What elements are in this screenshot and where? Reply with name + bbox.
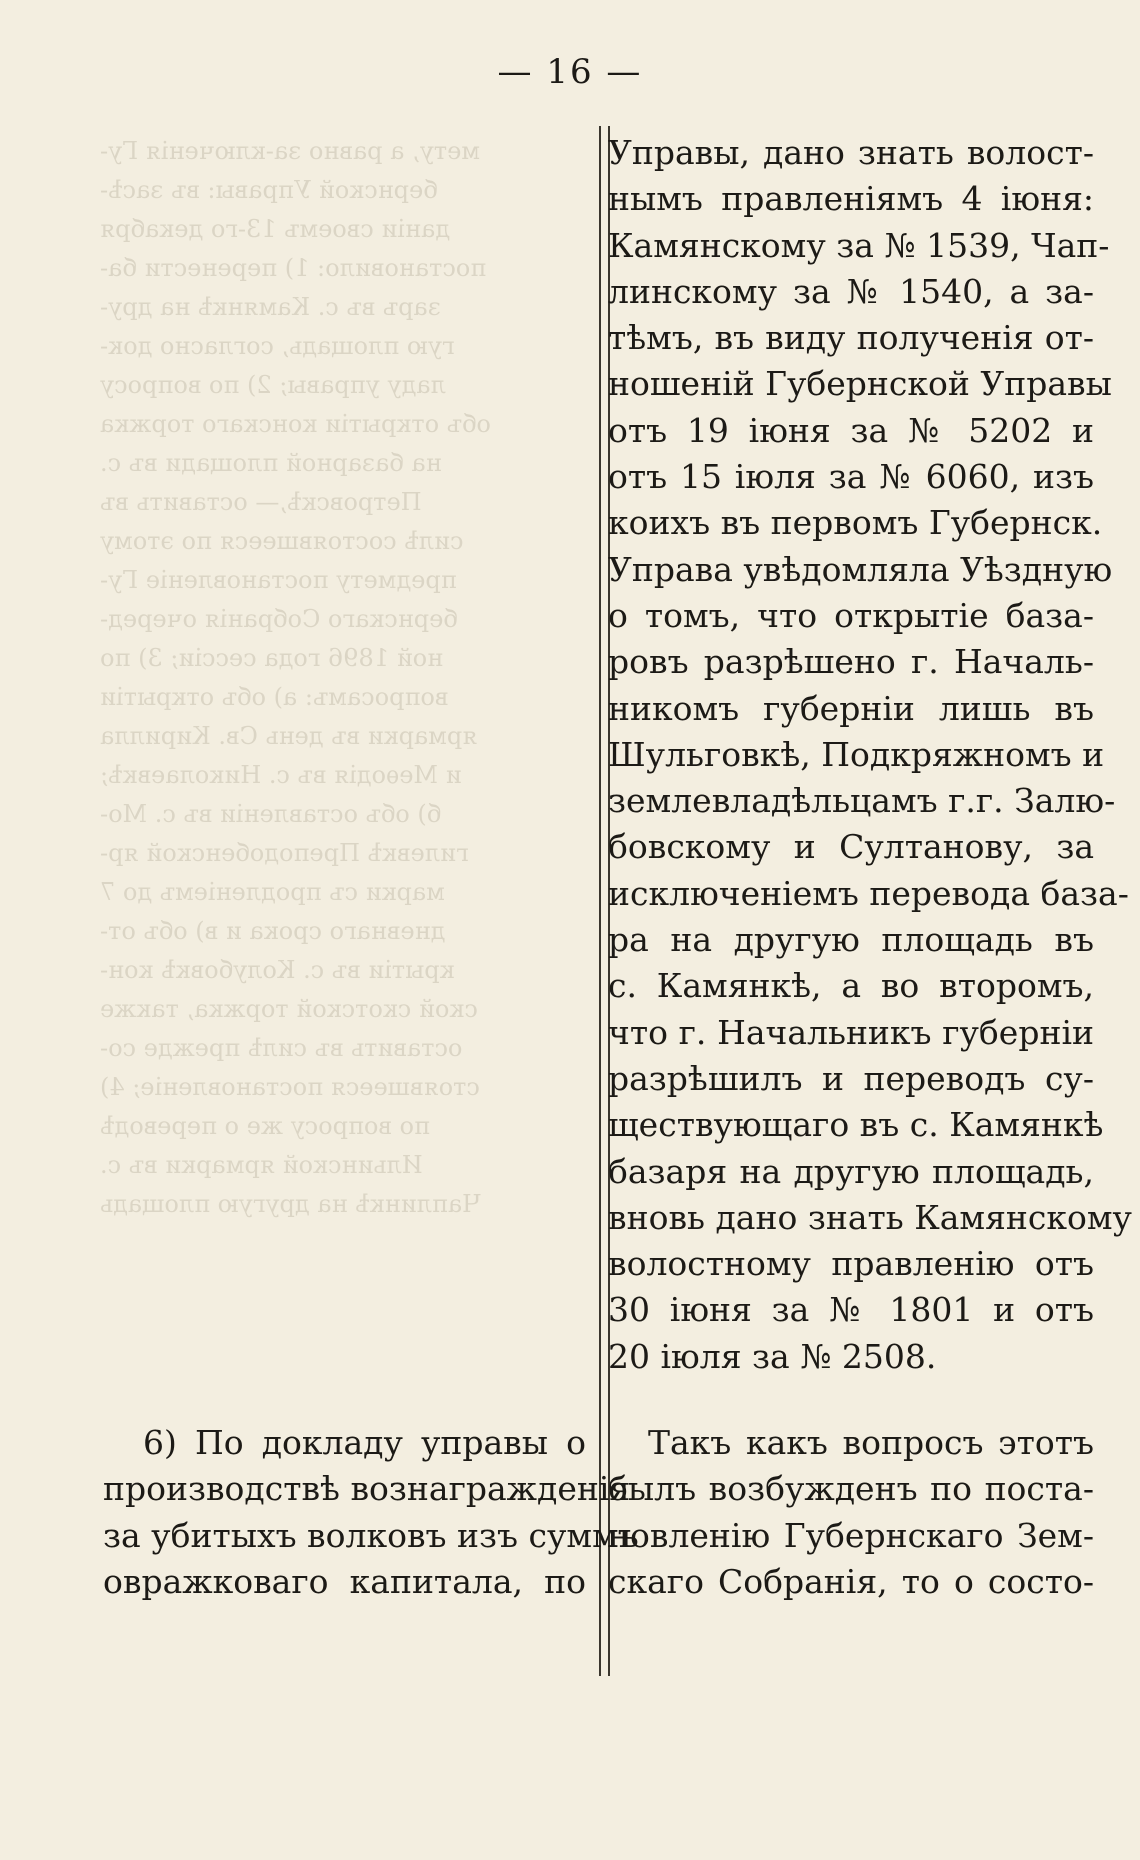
bleed-line: заръ въ с. Камянкѣ на дру-: [100, 293, 441, 321]
bleed-line: и Меѳодія въ с. Николаевкѣ;: [100, 761, 462, 789]
bleed-line: ской скотской торжка, также: [100, 995, 478, 1023]
text-line: вновь дано знать Камянскому: [608, 1197, 1132, 1237]
text-line: линскому за № 1540, а за-: [608, 271, 1094, 311]
bleed-line: мету, а равно за-ключенія Гу-: [100, 137, 481, 165]
text-line: нымъ правленіямъ 4 іюня:: [608, 179, 1094, 219]
bleed-line: стоявшееся постановленіе; 4): [100, 1073, 480, 1101]
text-line: 20 іюля за № 2508.: [608, 1336, 937, 1376]
text-line: базаря на другую площадь,: [608, 1151, 1094, 1191]
bleed-line: дневнаго срока и в) объ от-: [100, 917, 446, 945]
text-line: о томъ, что открытіе база-: [608, 595, 1094, 635]
right-column-top: [608, 130, 1132, 1380]
text-line: с. Камянкѣ, а во второмъ,: [608, 966, 1094, 1006]
left-column-bottom: [103, 1420, 639, 1605]
text-line: былъ возбужденъ по поста-: [608, 1469, 1094, 1509]
text-line: никомъ губерніи лишь въ: [608, 688, 1094, 728]
bleed-line: вопросамъ: а) объ открытіи: [100, 683, 449, 711]
bleed-line: ной 1896 года сессіи; 3) по: [100, 644, 444, 672]
text-line: отъ 19 іюня за № 5202 и: [608, 410, 1094, 450]
bleed-line: силѣ состоявшееся по этому: [100, 527, 464, 555]
bleed-line: объ открытіи конскаго торжка: [100, 410, 491, 438]
bleed-line: Петровскѣ,— оставить въ: [100, 488, 422, 516]
bleed-line: даніи своемъ 13-го декабря: [100, 215, 451, 243]
text-line: Шульговкѣ, Подкряжномъ и: [608, 734, 1105, 774]
text-line: Камянскому за № 1539, Чап-: [608, 225, 1110, 265]
text-line: Управа увѣдомляла Уѣздную: [608, 549, 1113, 589]
text-line: ра на другую площадь въ: [608, 920, 1094, 960]
text-line: 30 іюня за № 1801 и отъ: [608, 1290, 1094, 1330]
bleed-line: Ильинской ярмарки въ с.: [100, 1151, 423, 1179]
text-line: волостному правленію отъ: [608, 1244, 1094, 1284]
bleed-line: марки съ продленіемъ до 7: [100, 878, 445, 906]
bleed-line: оставить въ силѣ прежде со-: [100, 1034, 463, 1062]
text-line: производствѣ вознагражденія: [103, 1469, 631, 1509]
bleed-line: ярмарки въ день Св. Кирилла: [100, 722, 478, 750]
bleed-line: постановило: 1) перенести ба-: [100, 254, 487, 282]
bleed-line: бернской Управы: въ засѣ-: [100, 176, 438, 204]
text-line: скаго Собранія, то о состо-: [608, 1561, 1094, 1601]
text-line: ществующаго въ с. Камянкѣ: [608, 1105, 1104, 1145]
text-line: ровъ разрѣшено г. Началь-: [608, 642, 1094, 682]
text-line: землевладѣльцамъ г.г. Залю-: [608, 781, 1116, 821]
text-line: бовскому и Султанову, за: [608, 827, 1094, 867]
bleed-line: предмету постановленіе Гу-: [100, 566, 457, 594]
bleed-line: на базарной площади въ с.: [100, 449, 442, 477]
text-line: Такъ какъ вопросъ этотъ: [648, 1423, 1094, 1462]
text-line: Управы, дано знать волост-: [608, 133, 1094, 172]
text-line: коихъ въ первомъ Губернск.: [608, 503, 1103, 543]
right-column-bottom: [608, 1420, 1094, 1605]
bleed-line: б) объ оставленіи въ с. Мо-: [100, 800, 442, 828]
page-number: — 16 —: [497, 52, 643, 92]
text-line: отъ 15 іюля за № 6060, изъ: [608, 457, 1094, 497]
text-line: разрѣшилъ и переводъ су-: [608, 1058, 1094, 1098]
text-line: тѣмъ, въ виду полученія от-: [608, 318, 1094, 358]
bleed-line: гилевкѣ Преподобенской яр-: [100, 839, 469, 867]
text-line: за убитыхъ волковъ изъ суммъ: [103, 1515, 639, 1555]
text-line: овражковаго капитала, по: [103, 1561, 586, 1601]
text-line: 6) По докладу управы о: [143, 1423, 586, 1462]
bleed-line: бернскаго Собранія очеред-: [100, 605, 458, 633]
bleed-line: крытіи въ с. Колубовкѣ кон-: [100, 956, 455, 984]
bleed-line: ладу управы; 2) по вопросу: [100, 371, 446, 399]
text-line: ношеній Губернской Управы: [608, 364, 1112, 404]
text-line: что г. Начальникъ губерніи: [608, 1012, 1094, 1052]
text-line: новленію Губернскаго Зем-: [608, 1515, 1094, 1555]
bleed-line: гую площадь, согласно док-: [100, 332, 455, 360]
text-line: исключеніемъ перевода база-: [608, 873, 1129, 913]
bleed-line: по вопросу же о переводѣ: [100, 1112, 430, 1140]
bleed-through-text: [100, 132, 570, 1224]
bleed-line: Чаплинкѣ на другую площадь: [100, 1190, 481, 1218]
